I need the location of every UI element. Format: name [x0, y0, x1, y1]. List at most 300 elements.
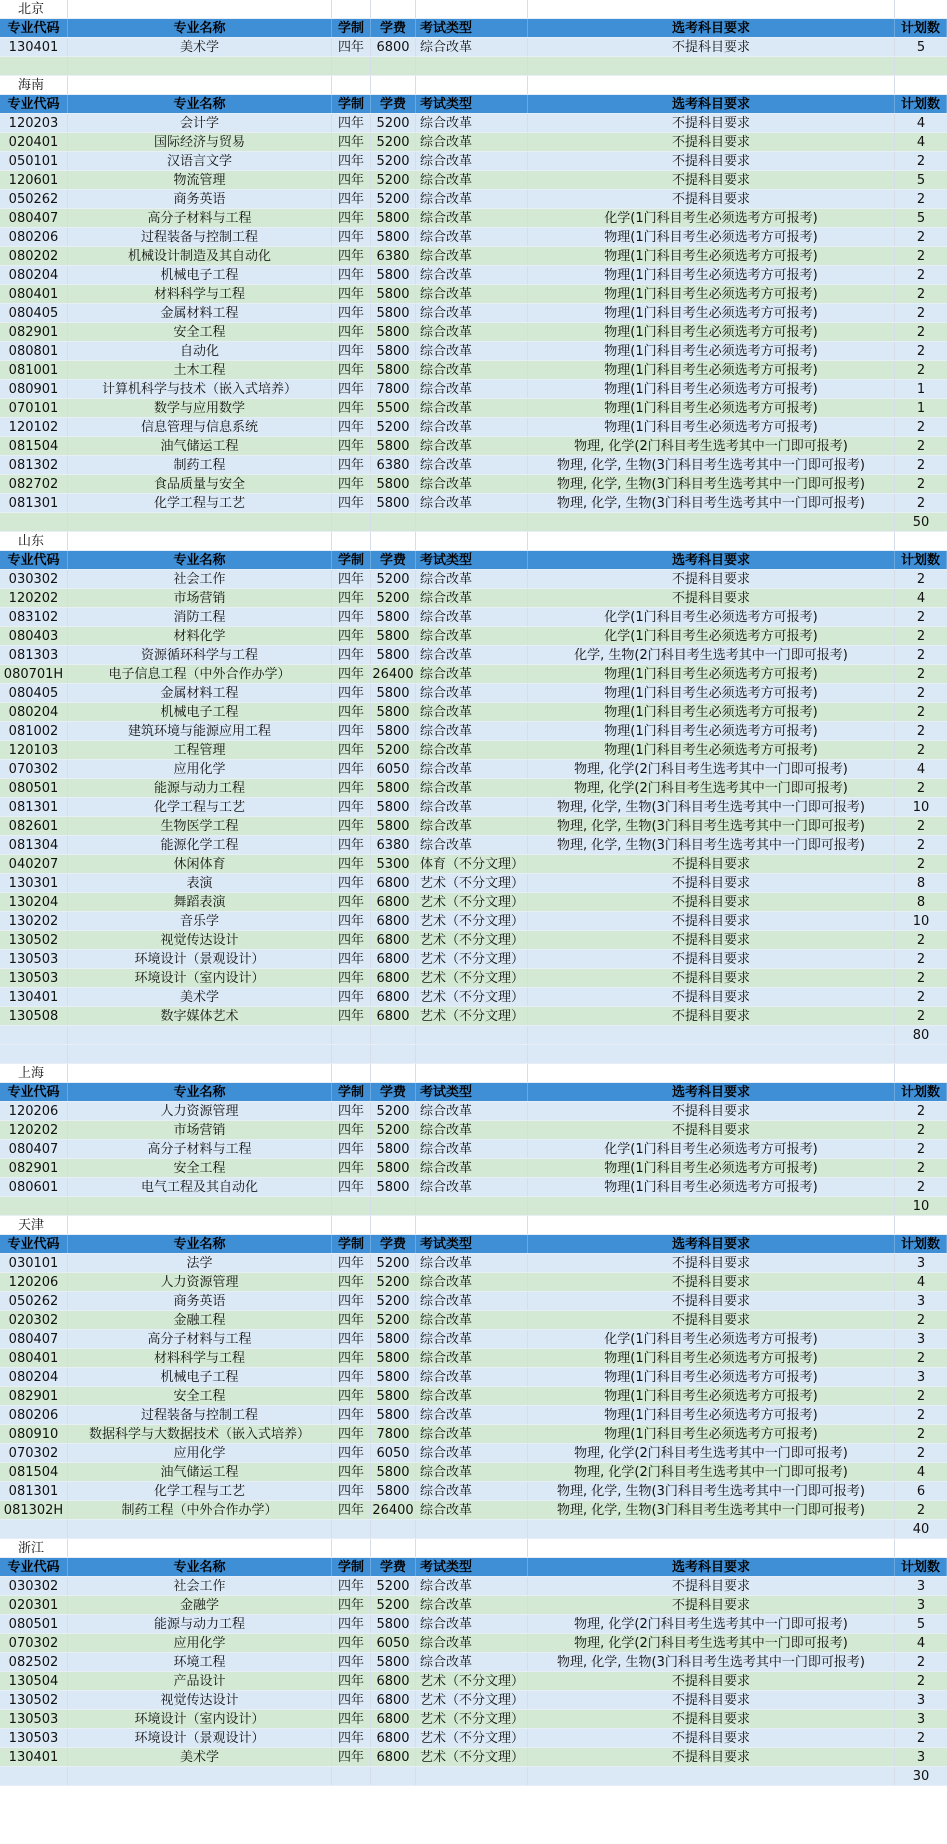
section-total: 80 — [912, 1028, 930, 1043]
cell-fee: 5800 — [371, 1159, 416, 1177]
table-row — [0, 1748, 947, 1767]
cell-req: 物理, 化学(2门科目考生选考其中一门即可报考) — [528, 1634, 895, 1652]
table-row — [0, 1178, 947, 1197]
cell-years: 四年 — [332, 228, 371, 246]
empty-cell — [528, 1064, 895, 1082]
cell-code: 130504 — [0, 1672, 68, 1690]
header-years: 学制 — [332, 95, 371, 113]
cell-name: 舞蹈表演 — [68, 893, 332, 911]
cell-name: 土木工程 — [68, 361, 332, 379]
cell-req: 不提科目要求 — [528, 171, 895, 189]
cell-req: 化学, 生物(2门科目考生选考其中一门即可报考) — [528, 646, 895, 664]
cell-exam: 综合改革 — [416, 1501, 528, 1519]
cell-fee: 5800 — [371, 1653, 416, 1671]
cell-years: 四年 — [332, 494, 371, 512]
cell-req: 不提科目要求 — [528, 1254, 895, 1272]
cell-exam: 艺术（不分文理） — [416, 912, 528, 930]
cell-code: 020301 — [0, 1596, 68, 1614]
header-req: 选考科目要求 — [528, 1558, 895, 1576]
header-plan: 计划数 — [895, 551, 947, 569]
cell-name: 机械电子工程 — [68, 266, 332, 284]
cell-req: 物理(1门科目考生必须选考方可报考) — [528, 399, 895, 417]
cell-exam: 艺术（不分文理） — [416, 931, 528, 949]
table-row — [0, 1007, 947, 1026]
cell-plan: 1 — [916, 401, 926, 416]
cell-exam: 艺术（不分文理） — [416, 893, 528, 911]
cell-years: 四年 — [332, 1349, 371, 1367]
cell-years: 四年 — [332, 969, 371, 987]
cell-exam: 综合改革 — [416, 1121, 528, 1139]
cell-years: 四年 — [332, 1387, 371, 1405]
cell-name: 能源与动力工程 — [68, 1615, 332, 1633]
cell-fee: 5200 — [371, 589, 416, 607]
header-row — [0, 1235, 947, 1254]
empty-cell — [332, 57, 371, 75]
cell-name: 环境设计（景观设计） — [68, 950, 332, 968]
cell-plan: 3 — [916, 1332, 926, 1347]
cell-plan: 2 — [916, 1161, 926, 1176]
total-row — [0, 1520, 947, 1539]
table-row — [0, 1273, 947, 1292]
cell-code: 130401 — [0, 988, 68, 1006]
cell-code: 081302 — [0, 456, 68, 474]
cell-name: 环境设计（室内设计） — [68, 1710, 332, 1728]
province-row — [0, 1216, 947, 1235]
cell-exam: 综合改革 — [416, 1311, 528, 1329]
table-row — [0, 665, 947, 684]
cell-years: 四年 — [332, 190, 371, 208]
cell-plan: 3 — [916, 1693, 926, 1708]
table-row — [0, 1349, 947, 1368]
cell-years: 四年 — [332, 1273, 371, 1291]
cell-exam: 艺术（不分文理） — [416, 988, 528, 1006]
empty-cell — [895, 1045, 947, 1063]
empty-cell — [528, 1520, 895, 1538]
table-row — [0, 1691, 947, 1710]
cell-years: 四年 — [332, 665, 371, 683]
cell-exam: 综合改革 — [416, 1387, 528, 1405]
empty-cell — [68, 1197, 332, 1215]
cell-req: 物理(1门科目考生必须选考方可报考) — [528, 247, 895, 265]
cell-code: 080407 — [0, 1330, 68, 1348]
cell-name: 机械电子工程 — [68, 703, 332, 721]
empty-cell — [895, 532, 947, 550]
cell-name: 产品设计 — [68, 1672, 332, 1690]
header-code: 专业代码 — [0, 1083, 68, 1101]
empty-cell — [416, 1026, 528, 1044]
table-row — [0, 133, 947, 152]
cell-req: 化学(1门科目考生必须选考方可报考) — [528, 1330, 895, 1348]
empty-cell — [68, 57, 332, 75]
empty-cell — [332, 1539, 371, 1557]
cell-years: 四年 — [332, 703, 371, 721]
cell-name: 美术学 — [68, 38, 332, 56]
cell-exam: 综合改革 — [416, 1444, 528, 1462]
cell-code: 120203 — [0, 114, 68, 132]
cell-code: 070302 — [0, 760, 68, 778]
cell-code: 080401 — [0, 1349, 68, 1367]
empty-cell — [68, 1539, 332, 1557]
cell-code: 083102 — [0, 608, 68, 626]
cell-req: 不提科目要求 — [528, 988, 895, 1006]
cell-exam: 艺术（不分文理） — [416, 950, 528, 968]
cell-code: 082601 — [0, 817, 68, 835]
cell-code: 082901 — [0, 323, 68, 341]
cell-name: 休闲体育 — [68, 855, 332, 873]
empty-cell — [332, 1064, 371, 1082]
province-row — [0, 1539, 947, 1558]
cell-req: 物理, 化学, 生物(3门科目考生选考其中一门即可报考) — [528, 798, 895, 816]
cell-name: 生物医学工程 — [68, 817, 332, 835]
cell-code: 080204 — [0, 266, 68, 284]
cell-exam: 综合改革 — [416, 703, 528, 721]
empty-cell — [528, 76, 895, 94]
cell-years: 四年 — [332, 1178, 371, 1196]
cell-req: 不提科目要求 — [528, 893, 895, 911]
cell-fee: 6380 — [371, 247, 416, 265]
cell-plan: 3 — [916, 1579, 926, 1594]
cell-years: 四年 — [332, 323, 371, 341]
header-exam: 考试类型 — [416, 551, 528, 569]
header-row — [0, 19, 947, 38]
empty-cell — [371, 76, 416, 94]
empty-cell — [332, 1045, 371, 1063]
cell-plan: 6 — [916, 1484, 926, 1499]
cell-code: 080910 — [0, 1425, 68, 1443]
cell-code: 130503 — [0, 1729, 68, 1747]
cell-years: 四年 — [332, 475, 371, 493]
cell-req: 不提科目要求 — [528, 114, 895, 132]
cell-code: 130503 — [0, 969, 68, 987]
table-row — [0, 703, 947, 722]
cell-exam: 综合改革 — [416, 1463, 528, 1481]
table-row — [0, 627, 947, 646]
cell-code: 020302 — [0, 1311, 68, 1329]
cell-req: 不提科目要求 — [528, 589, 895, 607]
table-row — [0, 152, 947, 171]
cell-plan: 4 — [916, 1636, 926, 1651]
cell-exam: 综合改革 — [416, 266, 528, 284]
cell-req: 物理, 化学, 生物(3门科目考生选考其中一门即可报考) — [528, 817, 895, 835]
empty-cell — [895, 1064, 947, 1082]
empty-cell — [332, 532, 371, 550]
empty-cell — [332, 76, 371, 94]
cell-req: 不提科目要求 — [528, 874, 895, 892]
empty-cell — [68, 76, 332, 94]
cell-plan: 2 — [916, 230, 926, 245]
cell-name: 制药工程（中外合作办学） — [68, 1501, 332, 1519]
cell-exam: 综合改革 — [416, 798, 528, 816]
cell-code: 081301 — [0, 494, 68, 512]
cell-code: 070101 — [0, 399, 68, 417]
cell-name: 人力资源管理 — [68, 1273, 332, 1291]
cell-req: 物理(1门科目考生必须选考方可报考) — [528, 1368, 895, 1386]
empty-cell — [416, 1064, 528, 1082]
cell-req: 不提科目要求 — [528, 1311, 895, 1329]
cell-years: 四年 — [332, 779, 371, 797]
header-name: 专业名称 — [68, 1558, 332, 1576]
table-row — [0, 1387, 947, 1406]
cell-plan: 2 — [916, 306, 926, 321]
cell-years: 四年 — [332, 285, 371, 303]
cell-req: 物理(1门科目考生必须选考方可报考) — [528, 1178, 895, 1196]
cell-exam: 综合改革 — [416, 437, 528, 455]
table-row — [0, 836, 947, 855]
cell-plan: 2 — [916, 1408, 926, 1423]
cell-fee: 5800 — [371, 494, 416, 512]
cell-exam: 艺术（不分文理） — [416, 1729, 528, 1747]
cell-name: 信息管理与信息系统 — [68, 418, 332, 436]
cell-req: 不提科目要求 — [528, 1672, 895, 1690]
cell-fee: 5800 — [371, 722, 416, 740]
cell-req: 物理(1门科目考生必须选考方可报考) — [528, 285, 895, 303]
cell-exam: 综合改革 — [416, 589, 528, 607]
province-label: 上海 — [0, 1064, 68, 1082]
cell-fee: 6800 — [371, 950, 416, 968]
cell-req: 不提科目要求 — [528, 1007, 895, 1025]
empty-cell — [416, 57, 528, 75]
cell-name: 高分子材料与工程 — [68, 1330, 332, 1348]
cell-plan: 2 — [916, 610, 926, 625]
empty-cell — [0, 1767, 68, 1785]
cell-exam: 综合改革 — [416, 817, 528, 835]
cell-plan: 2 — [916, 667, 926, 682]
cell-years: 四年 — [332, 1710, 371, 1728]
cell-name: 材料化学 — [68, 627, 332, 645]
cell-fee: 26400 — [371, 665, 416, 683]
cell-fee: 5800 — [371, 1140, 416, 1158]
cell-exam: 艺术（不分文理） — [416, 1691, 528, 1709]
empty-cell — [0, 1045, 68, 1063]
table-row — [0, 684, 947, 703]
province-label: 浙江 — [0, 1539, 68, 1557]
cell-req: 化学(1门科目考生必须选考方可报考) — [528, 627, 895, 645]
cell-req: 不提科目要求 — [528, 1273, 895, 1291]
cell-name: 建筑环境与能源应用工程 — [68, 722, 332, 740]
cell-name: 环境设计（室内设计） — [68, 969, 332, 987]
header-name: 专业名称 — [68, 19, 332, 37]
cell-years: 四年 — [332, 1577, 371, 1595]
cell-req: 不提科目要求 — [528, 931, 895, 949]
cell-fee: 5200 — [371, 133, 416, 151]
cell-plan: 2 — [916, 344, 926, 359]
cell-req: 不提科目要求 — [528, 1596, 895, 1614]
header-fee: 学费 — [371, 1235, 416, 1253]
cell-fee: 6800 — [371, 1672, 416, 1690]
section-total: 50 — [912, 515, 930, 530]
cell-req: 物理, 化学, 生物(3门科目考生选考其中一门即可报考) — [528, 1501, 895, 1519]
cell-req: 不提科目要求 — [528, 912, 895, 930]
header-code: 专业代码 — [0, 551, 68, 569]
cell-req: 物理, 化学, 生物(3门科目考生选考其中一门即可报考) — [528, 475, 895, 493]
empty-cell — [416, 1045, 528, 1063]
cell-plan: 5 — [916, 40, 926, 55]
cell-plan: 2 — [916, 287, 926, 302]
cell-fee: 5800 — [371, 608, 416, 626]
cell-code: 080405 — [0, 684, 68, 702]
cell-name: 商务英语 — [68, 1292, 332, 1310]
cell-fee: 5800 — [371, 627, 416, 645]
cell-plan: 2 — [916, 1427, 926, 1442]
cell-req: 不提科目要求 — [528, 38, 895, 56]
cell-years: 四年 — [332, 133, 371, 151]
province-label: 北京 — [0, 0, 68, 18]
cell-plan: 2 — [916, 1142, 926, 1157]
cell-fee: 5200 — [371, 1121, 416, 1139]
cell-req: 不提科目要求 — [528, 570, 895, 588]
cell-years: 四年 — [332, 836, 371, 854]
cell-plan: 2 — [916, 1446, 926, 1461]
header-exam: 考试类型 — [416, 1083, 528, 1101]
table-row — [0, 1330, 947, 1349]
cell-exam: 综合改革 — [416, 646, 528, 664]
cell-req: 物理(1门科目考生必须选考方可报考) — [528, 342, 895, 360]
cell-years: 四年 — [332, 874, 371, 892]
cell-fee: 5800 — [371, 1463, 416, 1481]
section-total — [895, 57, 947, 75]
table-row — [0, 1406, 947, 1425]
cell-exam: 综合改革 — [416, 1425, 528, 1443]
cell-req: 不提科目要求 — [528, 969, 895, 987]
separator-row — [0, 1045, 947, 1064]
cell-name: 市场营销 — [68, 589, 332, 607]
cell-name: 汉语言文学 — [68, 152, 332, 170]
table-row — [0, 1672, 947, 1691]
cell-name: 金属材料工程 — [68, 684, 332, 702]
cell-years: 四年 — [332, 912, 371, 930]
cell-exam: 综合改革 — [416, 608, 528, 626]
cell-exam: 综合改革 — [416, 684, 528, 702]
cell-years: 四年 — [332, 1463, 371, 1481]
cell-exam: 综合改革 — [416, 399, 528, 417]
province-row — [0, 532, 947, 551]
cell-name: 制药工程 — [68, 456, 332, 474]
table-row — [0, 323, 947, 342]
cell-code: 080407 — [0, 209, 68, 227]
cell-exam: 综合改革 — [416, 570, 528, 588]
empty-cell — [528, 1026, 895, 1044]
cell-code: 130202 — [0, 912, 68, 930]
empty-cell — [332, 1026, 371, 1044]
cell-req: 物理, 化学(2门科目考生选考其中一门即可报考) — [528, 1444, 895, 1462]
cell-code: 050101 — [0, 152, 68, 170]
cell-exam: 体育（不分文理） — [416, 855, 528, 873]
cell-fee: 5200 — [371, 152, 416, 170]
cell-years: 四年 — [332, 1501, 371, 1519]
cell-fee: 5800 — [371, 228, 416, 246]
header-plan: 计划数 — [895, 95, 947, 113]
cell-plan: 10 — [912, 914, 930, 929]
cell-code: 120206 — [0, 1102, 68, 1120]
cell-exam: 综合改革 — [416, 38, 528, 56]
cell-fee: 6800 — [371, 931, 416, 949]
table-row — [0, 817, 947, 836]
cell-plan: 2 — [916, 1123, 926, 1138]
table-row — [0, 969, 947, 988]
cell-exam: 艺术（不分文理） — [416, 969, 528, 987]
cell-fee: 5800 — [371, 437, 416, 455]
cell-exam: 综合改革 — [416, 323, 528, 341]
cell-years: 四年 — [332, 418, 371, 436]
total-row — [0, 1026, 947, 1045]
cell-code: 030101 — [0, 1254, 68, 1272]
cell-plan: 2 — [916, 705, 926, 720]
cell-fee: 5800 — [371, 361, 416, 379]
cell-exam: 综合改革 — [416, 1406, 528, 1424]
table-row — [0, 1368, 947, 1387]
table-row — [0, 1292, 947, 1311]
cell-code: 030302 — [0, 1577, 68, 1595]
cell-code: 081001 — [0, 361, 68, 379]
total-row — [0, 513, 947, 532]
province-label: 天津 — [0, 1216, 68, 1234]
cell-name: 材料科学与工程 — [68, 285, 332, 303]
cell-fee: 5800 — [371, 323, 416, 341]
table-row — [0, 1254, 947, 1273]
empty-cell — [528, 1197, 895, 1215]
cell-years: 四年 — [332, 988, 371, 1006]
cell-code: 080901 — [0, 380, 68, 398]
cell-exam: 综合改革 — [416, 285, 528, 303]
empty-cell — [0, 57, 68, 75]
cell-code: 080204 — [0, 703, 68, 721]
table-row — [0, 1577, 947, 1596]
empty-cell — [528, 513, 895, 531]
cell-code: 081504 — [0, 437, 68, 455]
empty-cell — [416, 1216, 528, 1234]
cell-exam: 综合改革 — [416, 418, 528, 436]
cell-fee: 6050 — [371, 760, 416, 778]
header-exam: 考试类型 — [416, 19, 528, 37]
cell-plan: 4 — [916, 135, 926, 150]
cell-plan: 3 — [916, 1256, 926, 1271]
table-row — [0, 760, 947, 779]
cell-fee: 5800 — [371, 1406, 416, 1424]
cell-exam: 综合改革 — [416, 665, 528, 683]
cell-fee: 5800 — [371, 266, 416, 284]
cell-years: 四年 — [332, 684, 371, 702]
cell-fee: 6800 — [371, 969, 416, 987]
cell-exam: 综合改革 — [416, 836, 528, 854]
header-row — [0, 95, 947, 114]
cell-fee: 6800 — [371, 38, 416, 56]
empty-cell — [371, 513, 416, 531]
table-row — [0, 1311, 947, 1330]
header-req: 选考科目要求 — [528, 19, 895, 37]
cell-exam: 综合改革 — [416, 627, 528, 645]
cell-years: 四年 — [332, 741, 371, 759]
cell-req: 物理, 化学, 生物(3门科目考生选考其中一门即可报考) — [528, 1482, 895, 1500]
cell-years: 四年 — [332, 817, 371, 835]
empty-cell — [528, 1216, 895, 1234]
cell-name: 电子信息工程（中外合作办学） — [68, 665, 332, 683]
cell-plan: 2 — [916, 952, 926, 967]
cell-exam: 艺术（不分文理） — [416, 874, 528, 892]
total-row — [0, 1767, 947, 1786]
cell-exam: 艺术（不分文理） — [416, 1007, 528, 1025]
cell-req: 不提科目要求 — [528, 133, 895, 151]
header-exam: 考试类型 — [416, 95, 528, 113]
table-row — [0, 209, 947, 228]
empty-cell — [528, 1045, 895, 1063]
cell-code: 130204 — [0, 893, 68, 911]
cell-fee: 5800 — [371, 1178, 416, 1196]
cell-name: 计算机科学与技术（嵌入式培养） — [68, 380, 332, 398]
cell-plan: 4 — [916, 1465, 926, 1480]
cell-plan: 2 — [916, 268, 926, 283]
cell-fee: 6800 — [371, 1710, 416, 1728]
cell-years: 四年 — [332, 1330, 371, 1348]
